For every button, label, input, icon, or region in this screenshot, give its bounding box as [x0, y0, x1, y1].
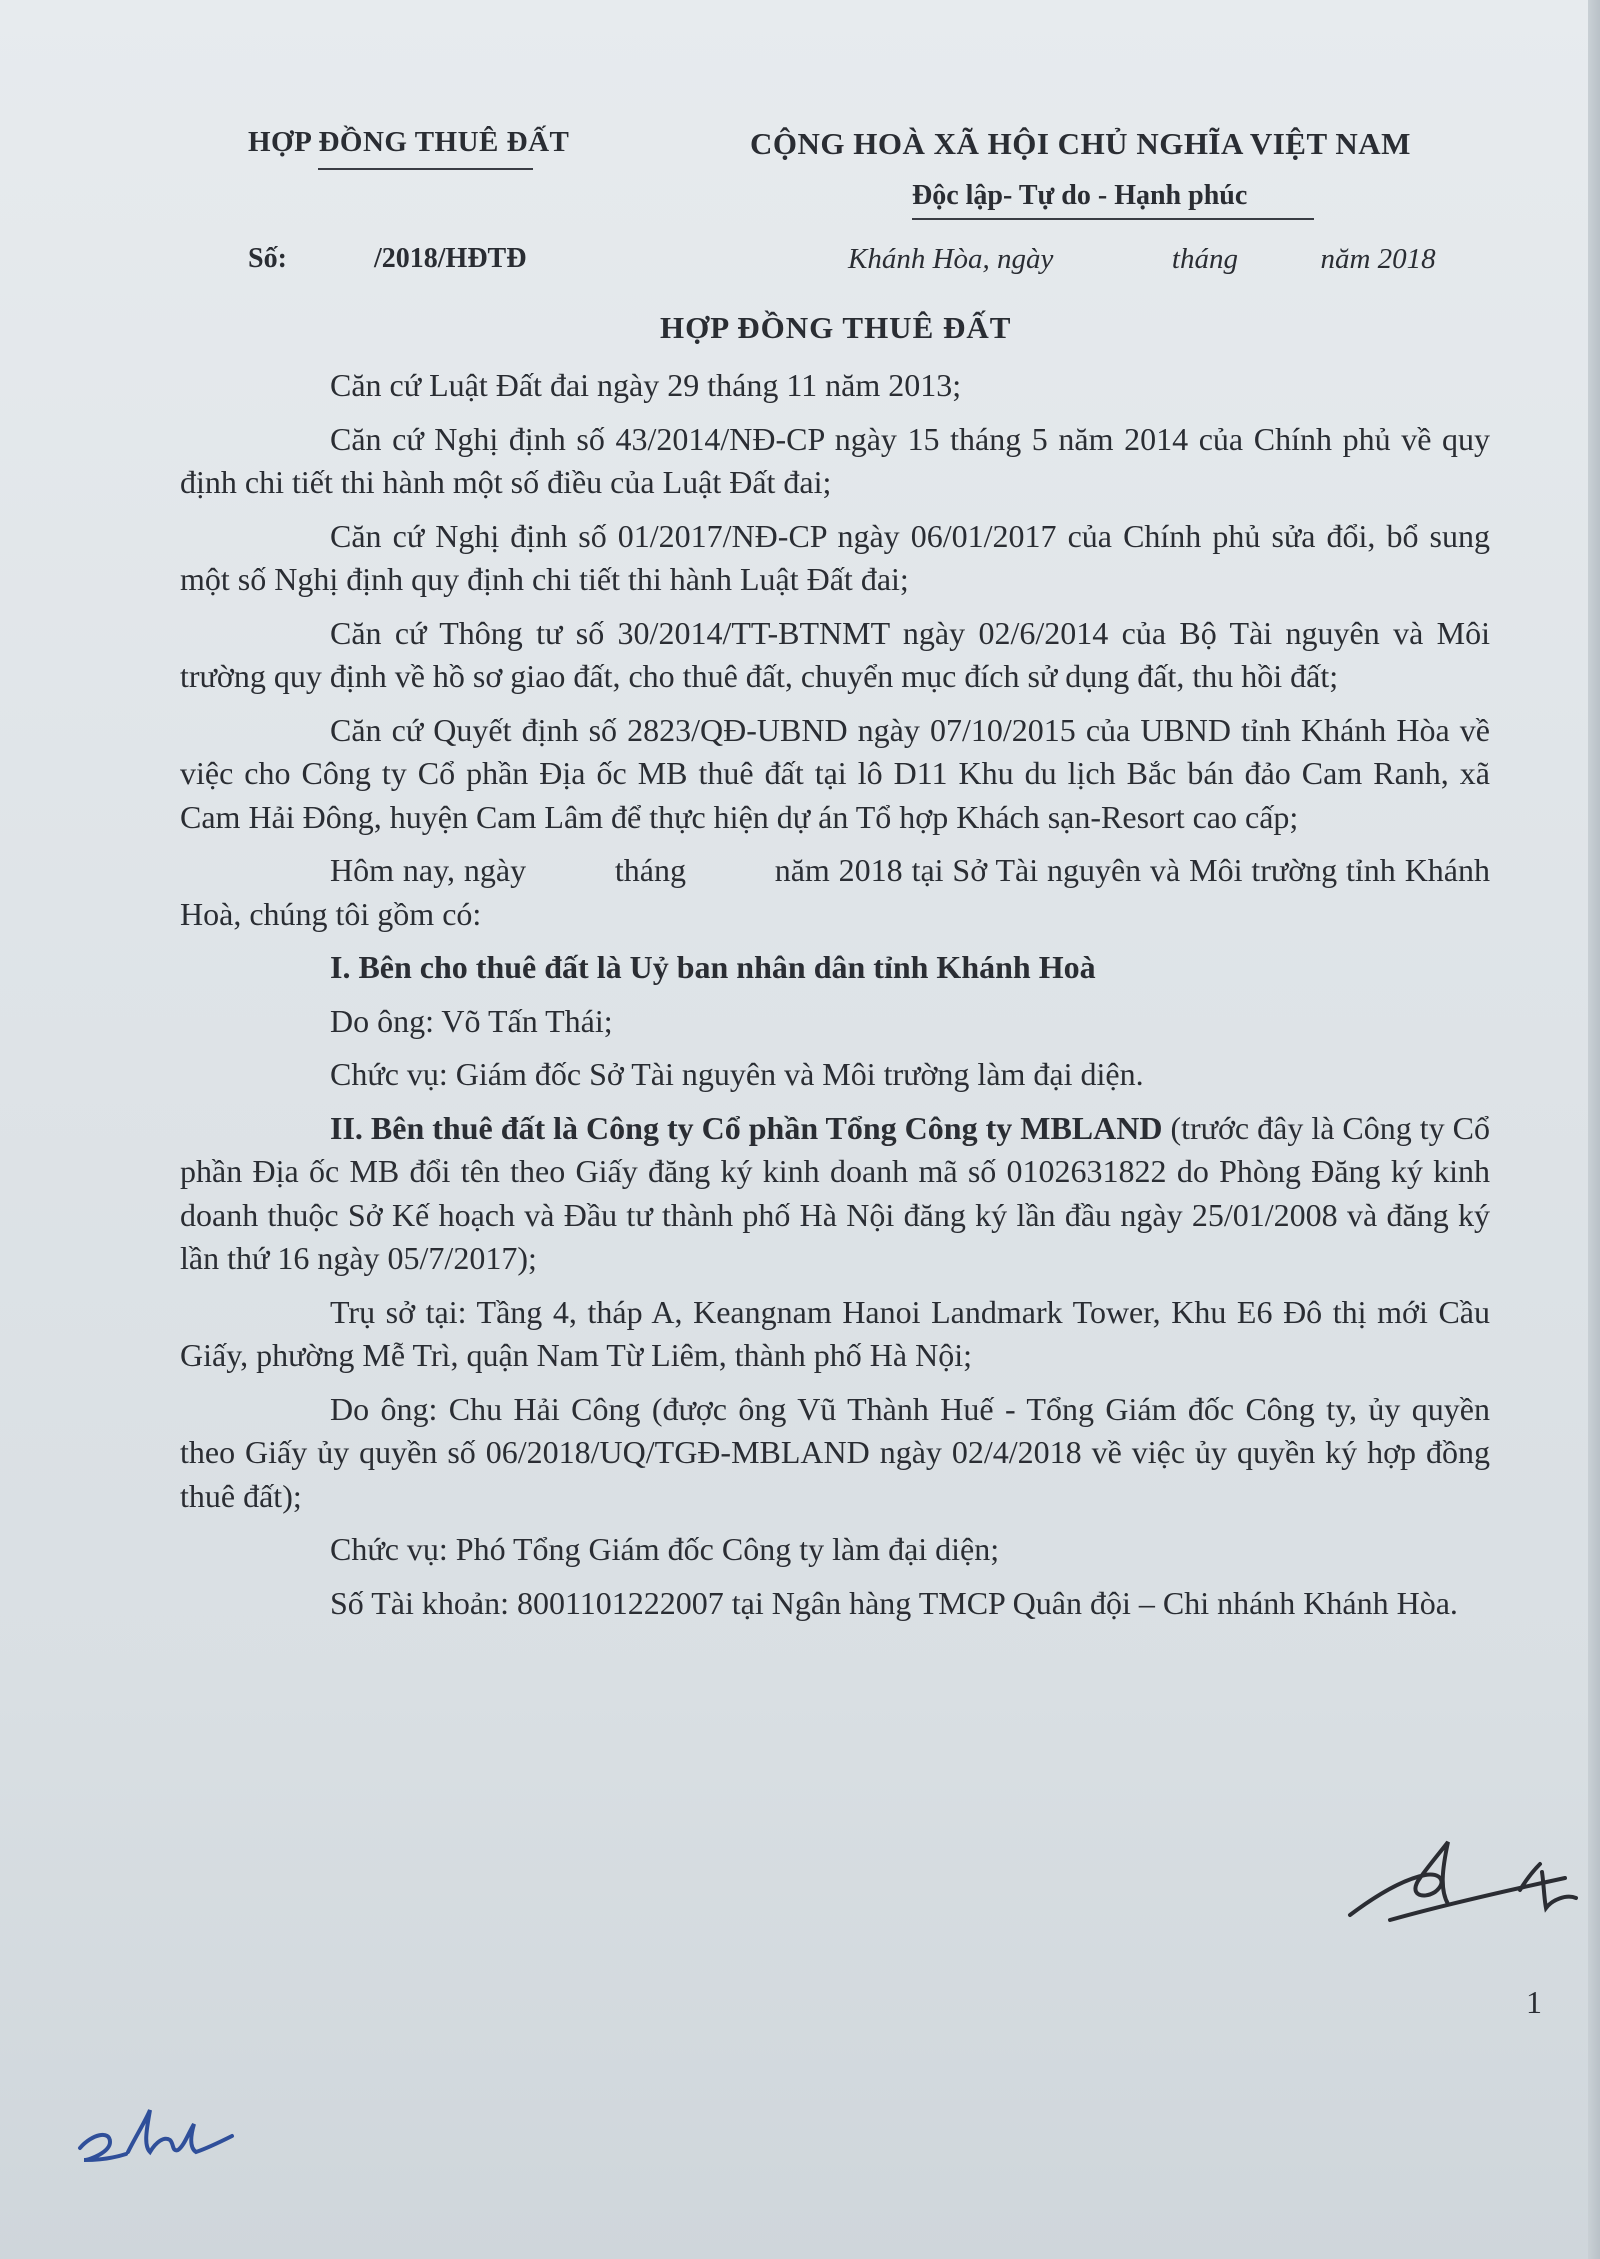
party-one-heading: I. Bên cho thuê đất là Uỷ ban nhân dân tỉnh Khánh Hoà [330, 949, 1096, 985]
national-title: CỘNG HOÀ XÃ HỘI CHỦ NGHĨA VIỆT NAM [750, 126, 1411, 161]
place-date-month: tháng [1171, 243, 1238, 275]
place-date-year: năm 2018 [1320, 243, 1436, 275]
intro-paragraph: Hôm nay, ngày tháng năm 2018 tại Sở Tài nguyên và Môi trường tỉnh Khánh Hoà, chúng tôi gồm có: [180, 852, 1498, 932]
page-number: 1 [1526, 1984, 1542, 2020]
party-two-head-office: Trụ sở tại: Tầng 4, tháp A, Keangnam Hanoi Landmark Tower, Khu E6 Đô thị mới Cầu Giấy, phường Mễ Trì, quận Nam Từ Liêm, thành phố Hà Nội; [180, 1293, 1490, 1373]
party-two-paragraph [180, 1107, 1490, 1281]
number-label: Số: [248, 243, 287, 274]
party-two-position: Chức vụ: Phó Tổng Giám đốc Công ty làm đại diện; [330, 1531, 1000, 1567]
party-one-position: Chức vụ: Giám đốc Sở Tài nguyên và Môi trường làm đại diện. [330, 1056, 1144, 1092]
party-two-heading: II. Bên thuê đất là Công ty Cổ phần Tổng Công ty MBLAND [330, 1109, 1163, 1146]
legal-basis-3: Căn cứ Nghị định số 01/2017/NĐ-CP ngày 06/01/2017 của Chính phủ sửa đổi, bổ sung một số Nghị định quy định chi tiết thi hành Luật Đất đai; [180, 517, 1490, 597]
party-two-representative: Do ông: Chu Hải Công (được ông Vũ Thành Huế - Tổng Giám đốc Công ty, ủy quyền theo Giấy ủy quyền số 06/2018/UQ/TGĐ-MBLAND ngày 02/4/2018 về việc ủy quyền ký hợp đồng thuê đất); [180, 1390, 1490, 1514]
national-motto: Độc lập- Tự do - Hạnh phúc [912, 180, 1248, 211]
header-contract-title: HỢP ĐỒNG THUÊ ĐẤT [248, 126, 570, 158]
place-date-place: Khánh Hòa, ngày [848, 243, 1054, 275]
initials-mark [70, 2090, 250, 2180]
legal-basis-4: Căn cứ Thông tư số 30/2014/TT-BTNMT ngày 02/6/2014 của Bộ Tài nguyên và Môi trường quy định về hồ sơ giao đất, cho thuê đất, chuyển mục đích sử dụng đất, thu hồi đất; [180, 614, 1490, 694]
document-title: HỢP ĐỒNG THUÊ ĐẤT [660, 310, 1012, 345]
legal-basis-2: Căn cứ Nghị định số 43/2014/NĐ-CP ngày 15 tháng 5 năm 2014 của Chính phủ về quy định chi tiết thi hành một số điều của Luật Đất đai; [180, 420, 1490, 500]
signature-mark [1330, 1820, 1590, 1940]
place-date-line [848, 243, 1436, 276]
document-body [180, 364, 1498, 1625]
motto-underline [912, 218, 1314, 220]
contract-number: /2018/HĐTĐ [374, 243, 527, 274]
legal-basis-5: Căn cứ Quyết định số 2823/QĐ-UBND ngày 07/10/2015 của UBND tỉnh Khánh Hòa về việc cho Công ty Cổ phần Địa ốc MB thuê đất tại lô D11 Khu du lịch Bắc bán đảo Cam Ranh, xã Cam Hải Đông, huyện Cam Lâm để thực hiện dự án Tổ hợp Khách sạn-Resort cao cấp; [180, 711, 1490, 835]
legal-basis-1: Căn cứ Luật Đất đai ngày 29 tháng 11 năm 2013; [330, 367, 962, 403]
party-two-account: Số Tài khoản: 8001101222007 tại Ngân hàng TMCP Quân đội – Chi nhánh Khánh Hòa. [330, 1584, 1458, 1621]
header-left-underline [318, 168, 533, 170]
party-two-details: (trước đây là Công ty Cổ phần Địa ốc MB đổi tên theo Giấy đăng ký kinh doanh mã số 0102631822 do Phòng Đăng ký kinh doanh thuộc Sở Kế hoạch và Đầu tư thành phố Hà Nội đăng ký lần đầu ngày 25/01/2008 và đăng ký lần thứ 16 ngày 05/7/2017); [180, 1109, 1490, 1276]
party-one-representative: Do ông: Võ Tấn Thái; [330, 1002, 613, 1039]
